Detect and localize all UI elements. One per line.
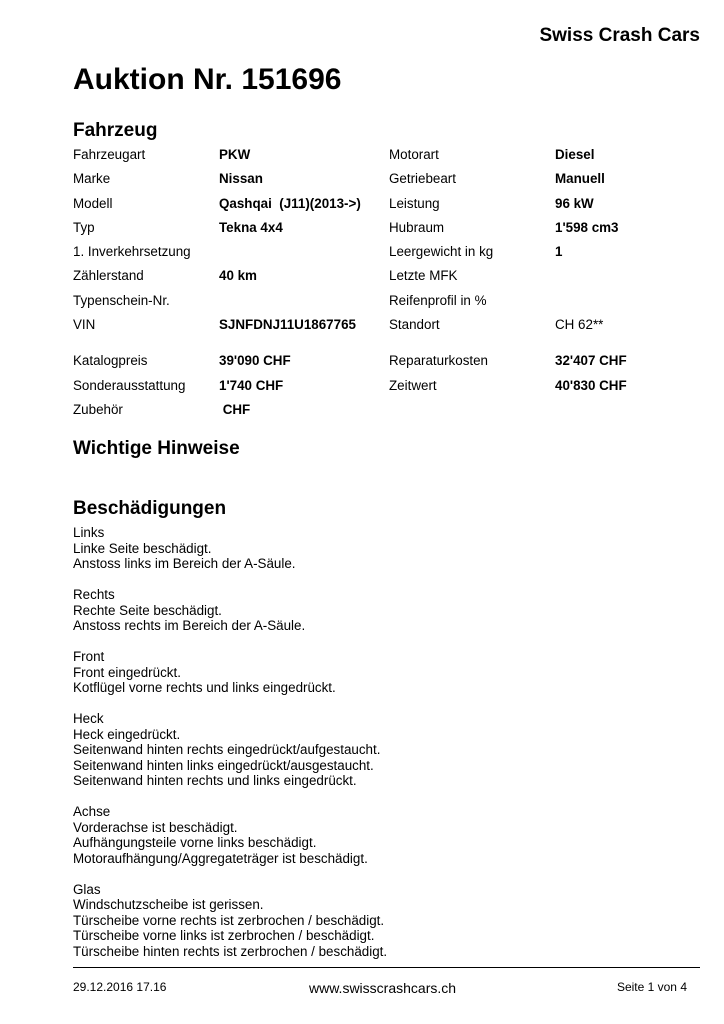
price-label: Katalogpreis	[73, 353, 148, 369]
damage-list	[73, 525, 387, 975]
damage-group	[73, 649, 387, 696]
damage-group	[73, 804, 387, 866]
detail-label: Modell	[73, 195, 113, 211]
damage-line: Kotflügel vorne rechts und links eingedrückt.	[73, 680, 336, 695]
price-row	[73, 398, 713, 422]
detail-row	[73, 192, 713, 216]
detail-label: Leistung	[389, 195, 440, 211]
damage-line: Anstoss links im Bereich der A-Säule.	[73, 556, 296, 571]
detail-label: Letzte MFK	[389, 268, 458, 284]
detail-row	[73, 167, 713, 191]
section-heading-vehicle: Fahrzeug	[73, 120, 158, 141]
detail-row	[73, 264, 713, 288]
damage-group-title: Links	[73, 525, 105, 540]
damage-line: Linke Seite beschädigt.	[73, 540, 212, 556]
damage-line: Front eingedrückt.	[73, 664, 181, 680]
damage-line: Seitenwand hinten rechts und links eingedrückt.	[73, 773, 357, 788]
detail-label: Motorart	[389, 147, 439, 162]
price-value: 1'740 CHF	[219, 377, 284, 393]
damage-line: Türscheibe vorne links ist zerbrochen / beschädigt.	[73, 928, 375, 943]
detail-label: Hubraum	[389, 219, 445, 235]
price-label: Zubehör	[73, 401, 123, 417]
detail-label: Zählerstand	[73, 268, 144, 284]
detail-row	[73, 216, 713, 240]
detail-value: Nissan	[219, 171, 263, 187]
detail-row	[73, 289, 713, 313]
damage-group-title: Rechts	[73, 587, 115, 602]
damage-line: Aufhängungsteile vorne links beschädigt.	[73, 835, 317, 850]
footer-divider	[73, 967, 700, 968]
damage-line: Türscheibe vorne rechts ist zerbrochen / beschädigt.	[73, 912, 385, 928]
price-label: Zeitwert	[389, 377, 437, 393]
footer-page-number: Seite 1 von 4	[616, 980, 687, 994]
brand-name: Swiss Crash Cars	[539, 25, 700, 46]
page-title: Auktion Nr. 151696	[73, 63, 342, 96]
price-label: Sonderausstattung	[73, 377, 186, 393]
footer-date: 29.12.2016 17.16	[73, 980, 167, 994]
detail-label: Typ	[73, 219, 95, 235]
detail-label: Reifenprofil in %	[389, 292, 487, 308]
detail-label: Typenschein-Nr.	[73, 292, 170, 308]
damage-group	[73, 525, 387, 572]
detail-value: 40 km	[219, 268, 257, 284]
price-row	[73, 349, 713, 373]
detail-value: Diesel	[555, 147, 595, 162]
price-label: Reparaturkosten	[389, 353, 488, 369]
detail-value: SJNFDNJ11U1867765	[219, 317, 356, 333]
price-value: CHF	[219, 401, 251, 417]
damage-group	[73, 882, 387, 960]
detail-value: 96 kW	[555, 195, 594, 211]
damage-group-title: Front	[73, 649, 105, 664]
detail-label: Leergewicht in kg	[389, 244, 494, 260]
price-row	[73, 374, 713, 398]
damage-group-title: Glas	[73, 881, 101, 897]
damage-line: Vorderachse ist beschädigt.	[73, 819, 238, 835]
price-value: 40'830 CHF	[555, 377, 627, 393]
damage-line: Türscheibe hinten rechts ist zerbrochen / beschädigt.	[73, 943, 388, 959]
damage-group-title: Achse	[73, 804, 111, 819]
damage-line: Heck eingedrückt.	[73, 726, 181, 742]
detail-value: PKW	[219, 147, 251, 162]
damage-line: Windschutzscheibe ist gerissen.	[73, 897, 264, 912]
damage-line: Anstoss rechts im Bereich der A-Säule.	[73, 618, 306, 633]
detail-value: Manuell	[555, 171, 605, 187]
section-heading-notes: Wichtige Hinweise	[73, 438, 240, 459]
detail-value: 1	[555, 244, 563, 260]
detail-value: CH 62**	[555, 317, 604, 333]
damage-group	[73, 711, 387, 789]
detail-row	[73, 313, 713, 337]
detail-value: Tekna 4x4	[219, 219, 283, 235]
vehicle-details-table	[73, 143, 713, 422]
detail-label: Standort	[389, 317, 440, 333]
damage-line: Rechte Seite beschädigt.	[73, 602, 222, 618]
detail-label: 1. Inverkehrsetzung	[73, 244, 191, 260]
price-value: 39'090 CHF	[219, 353, 291, 369]
damage-line: Seitenwand hinten rechts eingedrückt/aufgestaucht.	[73, 742, 381, 757]
damage-group	[73, 587, 387, 634]
damage-line: Seitenwand hinten links eingedrückt/ausgestaucht.	[73, 757, 374, 773]
damage-line: Motoraufhängung/Aggregateträger ist beschädigt.	[73, 850, 368, 866]
detail-label: Getriebeart	[389, 171, 456, 187]
detail-row	[73, 143, 713, 167]
detail-label: Fahrzeugart	[73, 147, 146, 162]
section-heading-damage: Beschädigungen	[73, 498, 227, 519]
detail-row	[73, 240, 713, 264]
detail-value: 1'598 cm3	[555, 219, 619, 235]
footer-website-link[interactable]: www.swisscrashcars.ch	[309, 980, 457, 996]
damage-group-title: Heck	[73, 711, 104, 726]
detail-value: Qashqai (J11)(2013->)	[219, 195, 361, 211]
price-value: 32'407 CHF	[555, 353, 627, 369]
detail-label: Marke	[73, 171, 111, 187]
detail-label: VIN	[73, 317, 96, 333]
